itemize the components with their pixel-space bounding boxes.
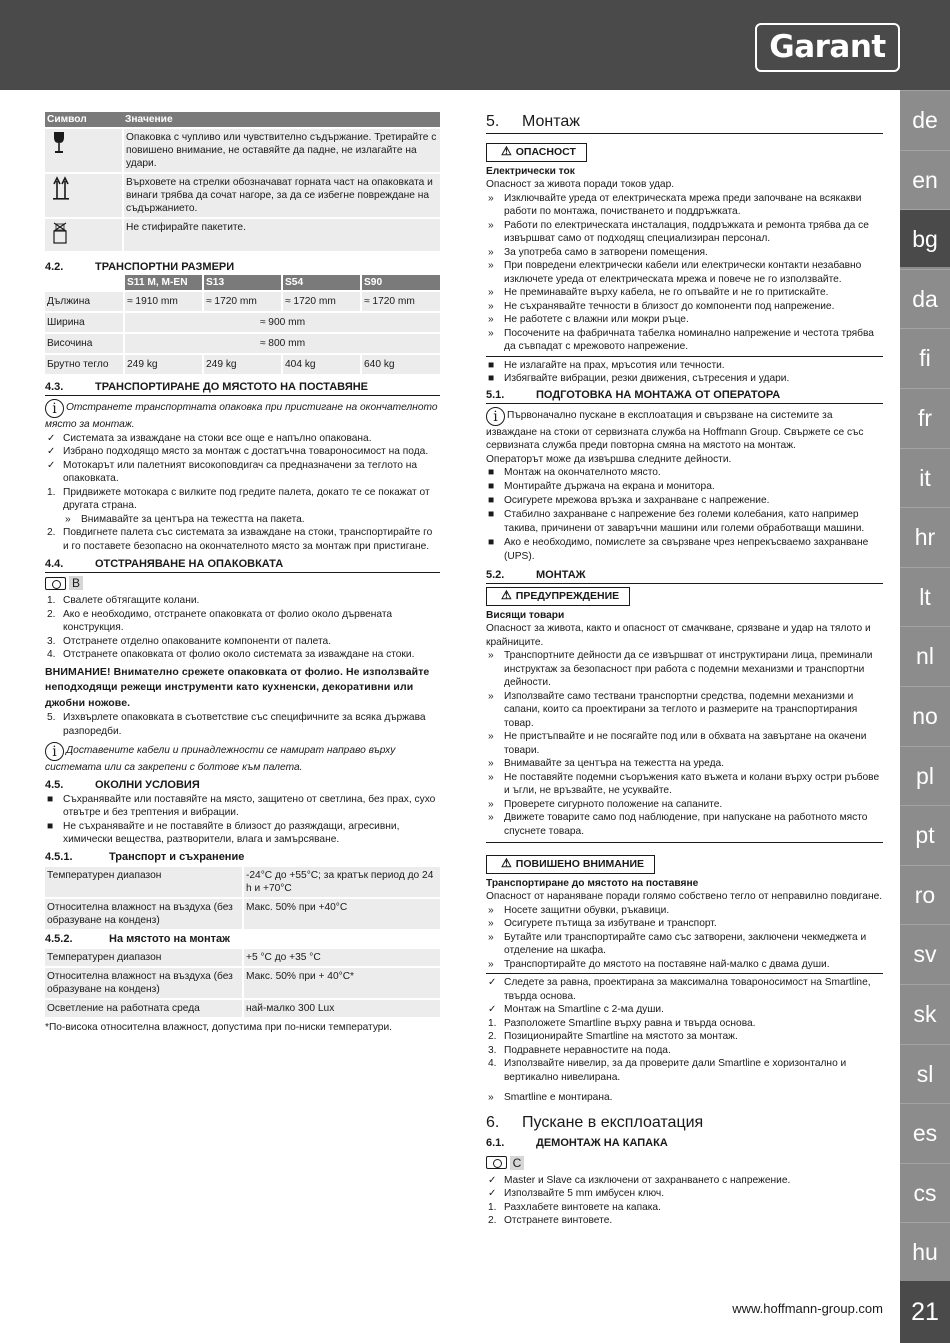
- info-note: i Първоначално пускане в експлоатация и свързване на системите за изваждане на стоки от сервизната служба на Hoffmann Group. Свържете се със сервизната служба преди повторна смяна на мястото на монтаж.: [486, 408, 864, 451]
- list-item: » Smartline е монтирана.: [488, 1092, 613, 1103]
- lang-tab-hu[interactable]: hu: [900, 1222, 950, 1280]
- operator-tasks-list: [486, 466, 883, 564]
- list-item: » За употреба само в затворени помещения.: [488, 246, 708, 258]
- cell: ≈ 1910 mm: [124, 291, 203, 312]
- lang-tab-no[interactable]: no: [900, 686, 950, 744]
- section-heading: 5.2. МОНТАЖ: [486, 568, 883, 584]
- table-row: [45, 866, 440, 898]
- cell: ≈ 900 mm: [124, 312, 440, 333]
- figure-letter: B: [69, 576, 83, 590]
- language-sidebar: [900, 90, 950, 1343]
- hazard-title: Електрически ток: [486, 165, 575, 177]
- body-text: Операторът може да извършва следните дейности.: [486, 453, 732, 465]
- table-row: [45, 948, 440, 967]
- table-row: [45, 333, 440, 354]
- row-label: Ширина: [45, 312, 124, 333]
- cell: 404 kg: [282, 354, 361, 374]
- hazard-text: Опасност за живота поради токов удар.: [486, 179, 675, 190]
- table-row: [45, 312, 440, 333]
- list-item: 1. Свалете обтягащите колани.: [47, 595, 200, 606]
- do-not-stack-icon: [45, 218, 123, 251]
- dim-col-header: S54: [282, 275, 361, 291]
- list-item: » Носете защитни обувки, ръкавици.: [488, 904, 670, 916]
- garant-logo: Garant: [755, 23, 900, 72]
- table-row: [45, 128, 440, 173]
- lang-tab-fi[interactable]: fi: [900, 328, 950, 386]
- list-item: ■ Стабилно захранване с напрежение без големи колебания, като например такива, причинени от заваръчни машини или големи обработващи машини.: [488, 509, 865, 534]
- list-item: » Осигурете пътища за избутване и транспорт.: [488, 918, 717, 929]
- dim-col-header: [45, 275, 124, 291]
- list-item: » Изключвайте уреда от електрическата мрежа преди започване на всякакви работи по монтажа, почистването и поддръжката.: [488, 192, 862, 217]
- list-item: 3. Подравнете неравностите на пода.: [488, 1044, 671, 1056]
- list-item: » Транспортирайте до мястото на поставяне най-малко с двама души.: [488, 958, 830, 970]
- lang-tab-es[interactable]: es: [900, 1103, 950, 1161]
- list-item: 4. Отстранете опаковката от фолио около системата за изваждане на стоки.: [47, 649, 415, 660]
- transport-dimensions-table: [45, 275, 440, 374]
- transport-storage-table: [45, 865, 440, 929]
- left-column: [45, 112, 440, 1034]
- section-heading: 5.1. ПОДГОТОВКА НА МОНТАЖА ОТ ОПЕРАТОРА: [486, 388, 883, 404]
- lang-tab-lt[interactable]: lt: [900, 567, 950, 625]
- right-column: [486, 112, 883, 1228]
- figure-letter: C: [510, 1156, 524, 1170]
- cell: ≈ 800 mm: [124, 333, 440, 354]
- hazard-title: Висящи товари: [486, 609, 565, 621]
- cell: 640 kg: [361, 354, 440, 374]
- table-row: [45, 173, 440, 218]
- table-row: [45, 967, 440, 999]
- symbol-table: [45, 112, 440, 251]
- symbol-meaning: Не стифирайте пакетите.: [123, 218, 440, 251]
- list-item: 2. Ако е необходимо, отстранете опаковката от фолио около дървената конструкция.: [47, 608, 393, 633]
- camera-icon: [45, 577, 66, 590]
- fragile-glass-icon: [45, 128, 123, 173]
- figure-reference: [45, 576, 83, 590]
- list-item: ✓ Master и Slave са изключени от захранването с напрежение.: [488, 1174, 791, 1186]
- param-value: Макс. 50% при +40°C: [243, 898, 440, 929]
- dim-col-header: S90: [361, 275, 440, 291]
- cell: 249 kg: [203, 354, 282, 374]
- lang-tab-de[interactable]: de: [900, 90, 950, 148]
- cell: ≈ 1720 mm: [361, 291, 440, 312]
- warning-list: [486, 649, 883, 838]
- section-heading: 4.2. ТРАНСПОРТНИ РАЗМЕРИ: [45, 261, 235, 273]
- table-row: [45, 898, 440, 929]
- table-row: [45, 999, 440, 1017]
- page-header: [0, 0, 950, 90]
- list-item: 1. Разхлабете винтовете на капака.: [488, 1201, 661, 1213]
- param-value: Макс. 50% при + 40°C*: [243, 967, 440, 999]
- list-item: » Работи по електрическата инсталация, поддръжката и ремонта трябва да се извършват само от подходящ специализиран персонал.: [488, 219, 869, 244]
- param-value: +5 °C до +35 °C: [243, 948, 440, 967]
- lang-tab-cs[interactable]: cs: [900, 1163, 950, 1221]
- param-label: Относителна влажност на въздуха (без образуване на конденз): [45, 967, 243, 999]
- list-item: 2. Повдигнете палета със системата за изваждане на стоки, транспортирайте го и го поставете безопасно на окончателното място за монтаж при пристигане.: [47, 527, 433, 552]
- dim-col-header: S13: [203, 275, 282, 291]
- symbol-meaning: Върховете на стрелки обозначават горната част на опаковката и винаги трябва да сочат нагоре, за да се избегне повреждане на съдържанието.: [123, 173, 440, 218]
- unpacking-steps-list: [45, 594, 440, 662]
- cover-removal-steps-list: [486, 1174, 883, 1228]
- list-item: ✓ Избрано подходящо място за монтаж с достатъчна товароносимост на пода.: [47, 446, 429, 457]
- param-label: Температурен диапазон: [45, 866, 243, 898]
- info-icon: i: [45, 399, 64, 418]
- figure-reference: [486, 1156, 524, 1170]
- list-item: ■ Не излагайте на прах, мръсотия или течности.: [488, 359, 725, 371]
- transport-steps-list: [45, 432, 440, 554]
- dim-col-header: S11 M, M-EN: [124, 275, 203, 291]
- mounting-steps-list: [486, 976, 883, 1084]
- list-item: 1. Разположете Smartline върху равна и твърда основа.: [488, 1017, 756, 1029]
- table-row: [45, 354, 440, 374]
- lang-tab-pt[interactable]: pt: [900, 805, 950, 863]
- lang-tab-hr[interactable]: hr: [900, 507, 950, 565]
- attention-list: [486, 904, 883, 972]
- divider: [486, 973, 883, 974]
- param-label: Осветление на работната среда: [45, 999, 243, 1017]
- lang-tab-fr[interactable]: fr: [900, 388, 950, 446]
- param-value: най-малко 300 Lux: [243, 999, 440, 1017]
- lang-tab-bg[interactable]: bg: [900, 209, 950, 267]
- attention-label: ⚠ ПОВИШЕНО ВНИМАНИЕ: [486, 855, 655, 874]
- param-label: Температурен диапазон: [45, 948, 243, 967]
- environment-list: [45, 793, 440, 847]
- lang-tab-it[interactable]: it: [900, 448, 950, 506]
- list-item: 2. Отстранете винтовете.: [488, 1215, 613, 1226]
- lang-tab-nl[interactable]: nl: [900, 626, 950, 684]
- installation-site-table: [45, 947, 440, 1017]
- param-label: Относителна влажност на въздуха (без образуване на конденз): [45, 898, 243, 929]
- info-icon: i: [486, 407, 505, 426]
- lang-tab-pl[interactable]: pl: [900, 746, 950, 804]
- list-item: » Не поставяйте подемни съоръжения като въжета и колани върху остри ръбове и ъгли, не връзвайте, не усуквайте.: [488, 771, 880, 796]
- subsection-heading: 4.5.2. На мястото на монтаж: [45, 932, 230, 945]
- cell: 249 kg: [124, 354, 203, 374]
- list-item: » Не съхранявайте течности в близост до компоненти под напрежение.: [488, 300, 835, 312]
- list-item: 5. Изхвърлете опаковката в съответствие със специфичните за всяка държава разпоредби.: [47, 712, 426, 737]
- list-item: ✓ Мотокарът или палетният високоповдигач са предназначени за теглото на опаковката.: [47, 459, 418, 484]
- section-heading: 4.4. ОТСТРАНЯВАНЕ НА ОПАКОВКАТА: [45, 557, 440, 573]
- cell: ≈ 1720 mm: [203, 291, 282, 312]
- warning-label: ⚠ ПРЕДУПРЕЖДЕНИЕ: [486, 587, 630, 606]
- list-item: » Проверете сигурното положение на сапаните.: [488, 798, 723, 810]
- row-label: Дължина: [45, 291, 124, 312]
- section-heading: 4.3. ТРАНСПОРТИРАНЕ ДО МЯСТОТО НА ПОСТАВЯНЕ: [45, 380, 440, 396]
- meaning-col-header: Значение: [123, 112, 440, 128]
- caution-text: ВНИМАНИЕ! Внимателно срежете опаковката от фолио. Не използвайте неподходящи режещи инструменти като кухненски, декоративни или джобни ножове.: [45, 665, 430, 709]
- warning-triangle-icon: ⚠: [501, 856, 512, 870]
- list-item: ■ Избягвайте вибрации, резки движения, сътресения и удари.: [488, 373, 790, 384]
- divider: [486, 356, 883, 357]
- table-row: [45, 291, 440, 312]
- list-item: 2. Позиционирайте Smartline на мястото за монтаж.: [488, 1031, 738, 1042]
- table-row: [45, 218, 440, 251]
- divider: [486, 842, 883, 843]
- list-item: » Движете товарите само под наблюдение, при напускане на работното място спуснете товара.: [488, 812, 868, 837]
- row-label: Брутно тегло: [45, 354, 124, 374]
- unpacking-steps-list-2: [45, 711, 440, 738]
- danger-list: [486, 192, 883, 354]
- list-item: » Не работете с влажни или мокри ръце.: [488, 314, 689, 325]
- symbol-col-header: Символ: [45, 112, 123, 128]
- list-item: ■ Монтирайте държача на екрана и монитора.: [488, 481, 715, 492]
- list-item: 1. Придвижете мотокара с вилките под гредите палета, докато те се покажат от другата страна.: [47, 486, 430, 511]
- list-item: ■ Не съхранявайте и не поставяйте в близост до разяждащи, агресивни, химически вещества, разтворители, влага и замърсяване.: [47, 820, 400, 845]
- hazard-title: Транспортиране до мястото на поставяне: [486, 877, 699, 889]
- section-heading: 4.5. ОКОЛНИ УСЛОВИЯ: [45, 778, 200, 791]
- list-item: » Транспортните дейности да се извършват от инструктирани лица, преминали инструктаж за безопасност при работа с подемни механизми и транспортни дейности.: [488, 650, 873, 688]
- chapter-heading: 6. Пускане в експлоатация: [486, 1113, 704, 1131]
- lang-tab-ro[interactable]: ro: [900, 865, 950, 923]
- result-list: [486, 1091, 883, 1105]
- lang-tab-en[interactable]: en: [900, 150, 950, 208]
- list-item: ✓ Използвайте 5 mm имбусен ключ.: [488, 1188, 665, 1199]
- list-item: » Внимавайте за центъра на тежестта на пакета.: [65, 513, 305, 525]
- subsection-heading: 4.5.1. Транспорт и съхранение: [45, 850, 245, 863]
- info-note: i Отстранете транспортната опаковка при пристигане на окончателното място за монтаж.: [45, 401, 438, 430]
- danger-label: ⚠ ОПАСНОСТ: [486, 143, 587, 162]
- list-item: 4. Използвайте нивелир, за да проверите дали Smartline е хоризонтално и вертикално нивелирана.: [488, 1058, 847, 1083]
- param-value: -24°C до +55°C; за кратък период до 24 h и +70°C: [243, 866, 440, 898]
- footnote: *По-висока относителна влажност, допустима при по-ниски температури.: [45, 1021, 392, 1033]
- list-item: ✓ Монтаж на Smartline с 2-ма души.: [488, 1004, 664, 1015]
- lang-tab-da[interactable]: da: [900, 269, 950, 327]
- general-list: [486, 359, 883, 386]
- list-item: » При повредени електрически кабели или електрически контакти незабавно изключете уреда от електрическата мрежа и повече не го използвайте.: [488, 260, 862, 285]
- list-item: » Посочените на фабричната табелка номинално напрежение и честота трябва да съвпадат с мрежовото напрежение.: [488, 327, 874, 352]
- lang-tab-sv[interactable]: sv: [900, 924, 950, 982]
- list-item: ■ Ако е необходимо, помислете за свързване чрез непрекъсваемо захранване (UPS).: [488, 537, 869, 562]
- info-icon: i: [45, 742, 64, 761]
- list-item: ■ Съхранявайте или поставяйте на място, защитено от светлина, без прах, сухо отвътре и без трептения и вибрации.: [47, 793, 436, 818]
- page-number: 21: [900, 1281, 950, 1343]
- camera-icon: [486, 1156, 507, 1169]
- list-item: ■ Монтаж на окончателното място.: [488, 467, 661, 478]
- hazard-text: Опасност за живота, както и опасност от смачкване, срязване и удар на тялото и крайниците.: [486, 623, 871, 648]
- list-item: » Не преминавайте върху кабела, не го опъвайте и не го притискайте.: [488, 287, 829, 298]
- list-item: ✓ Системата за изваждане на стоки все още е напълно опакована.: [47, 432, 372, 444]
- warning-triangle-icon: ⚠: [501, 588, 512, 602]
- list-item: » Внимавайте за центъра на тежестта на уреда.: [488, 758, 725, 769]
- warning-triangle-icon: ⚠: [501, 144, 512, 158]
- hazard-text: Опасност от нараняване поради голямо собствено тегло от неправилно повдигане.: [486, 891, 883, 902]
- list-item: 3. Отстранете отделно опакованите компоненти от палета.: [47, 635, 332, 647]
- lang-tab-sl[interactable]: sl: [900, 1044, 950, 1102]
- list-item: ■ Осигурете мрежова връзка и захранване с напрежение.: [488, 495, 770, 506]
- symbol-meaning: Опаковка с чупливо или чувствително съдържание. Третирайте с повишено внимание, не оставяйте да падне, не излагайте на удари.: [123, 128, 440, 173]
- this-way-up-arrows-icon: [45, 173, 123, 218]
- list-item: » Бутайте или транспортирайте само със затворени, заключени чекмеджета и отделение на шкафа.: [488, 931, 867, 956]
- list-item: » Използвайте само тествани транспортни средства, подемни механизми и сапани, които са проектирани за теглото и размерите на транспортирания товар.: [488, 690, 858, 729]
- footer-url[interactable]: www.hoffmann-group.com: [732, 1301, 883, 1316]
- row-label: Височина: [45, 333, 124, 354]
- lang-tab-sk[interactable]: sk: [900, 984, 950, 1042]
- chapter-heading: 5. Монтаж: [486, 112, 883, 134]
- list-item: ✓ Следете за равна, проектирана за максимална товароносимост на Smartline, твърда основа.: [488, 977, 871, 1002]
- info-note: i Доставените кабели и принадлежности се намират направо върху системата или са закрепени с болтове към палета.: [45, 744, 396, 773]
- section-heading: 6.1. ДЕМОНТАЖ НА КАПАКА: [486, 1136, 668, 1149]
- list-item: » Не пристъпвайте и не посягайте под или в обхвата на завъртане на окачени товари.: [488, 731, 867, 756]
- cell: ≈ 1720 mm: [282, 291, 361, 312]
